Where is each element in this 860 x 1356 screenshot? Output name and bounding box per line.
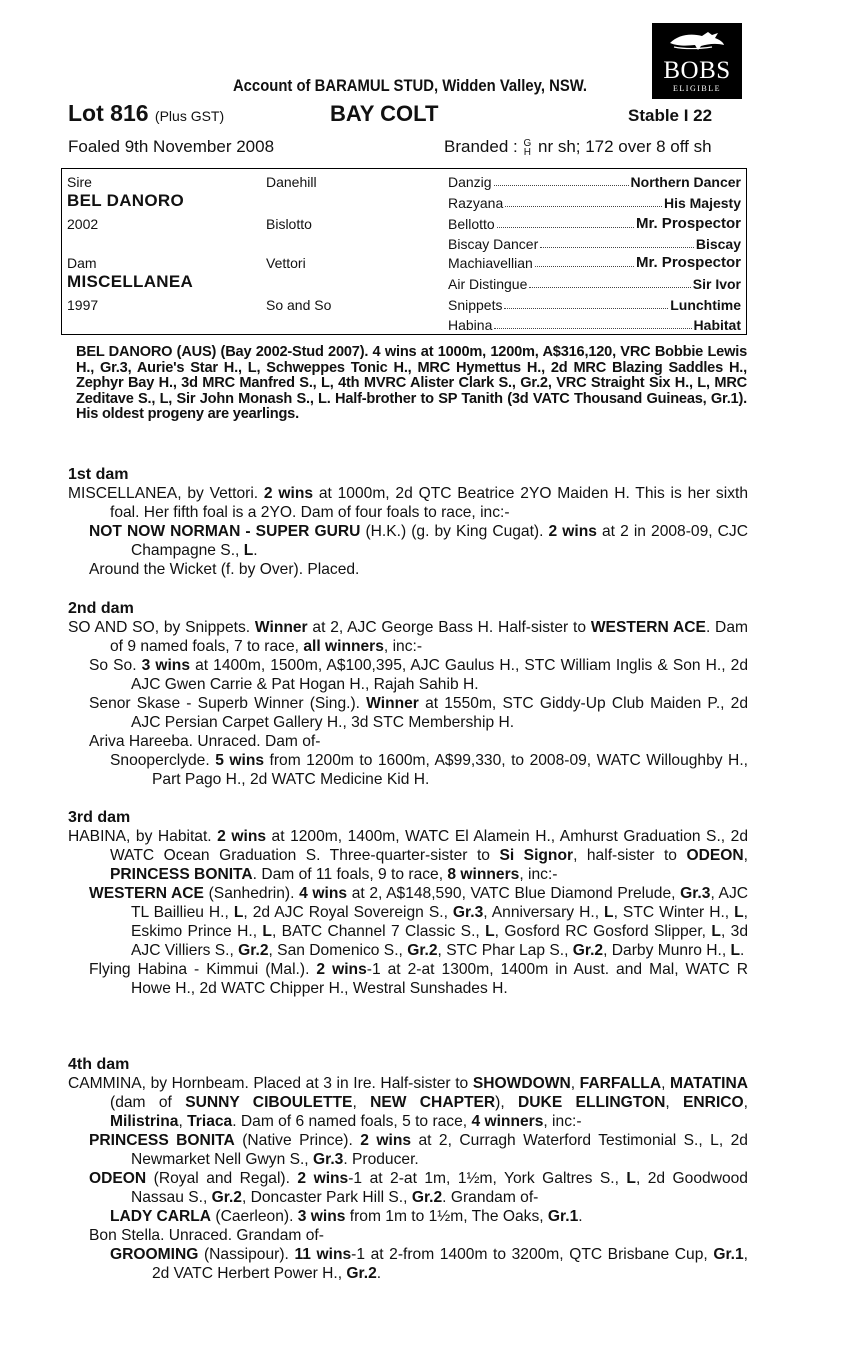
dot-leader (529, 276, 690, 288)
dot-leader (494, 174, 629, 186)
sire-summary: BEL DANORO (AUS) (Bay 2002-Stud 2007). 4 wins at 1000m, 1200m, A$316,120, VRC Bobbie Lewis H., Gr.3, Aurie's Star H., L, Schweppes Tonic H., MRC Hymettus H., 2d MRC Blazing Saddles H., Zephyr Bay H., 3d MRC Manfred S., L, 4th MVRC Alister Clark S., Gr.2, VRC Straight Six H., L, MRC Zeditave S., L, Sir John Monash S., L. Half-brother to SP Tanith (3d VATC Thousand Guineas, Gr.1). His oldest progeny are yearlings. (76, 344, 747, 422)
dot-leader (535, 255, 634, 267)
ancestor-name: Razyana (448, 195, 504, 211)
produce-record: SO AND SO, by Snippets. Winner at 2, AJC George Bass H. Half-sister to WESTERN ACE. Dam of 9 named foals, 7 to race, all winners, inc:- (68, 619, 748, 655)
produce-record: NOT NOW NORMAN - SUPER GURU (H.K.) (g. by King Cugat). 2 wins at 2 in 2008-09, CJC Champagne S., L. (89, 523, 748, 559)
pedigree-ancestor-row (448, 174, 741, 190)
produce-record: GROOMING (Nassipour). 11 wins-1 at 2-from 1400m to 3200m, QTC Brisbane Cup, Gr.1, 2d VATC Herbert Power H., Gr.2. (110, 1246, 748, 1282)
horse-sex: BAY COLT (330, 101, 439, 126)
ancestor-sire: Biscay (695, 236, 741, 252)
produce-record: CAMMINA, by Hornbeam. Placed at 3 in Ire. Half-sister to SHOWDOWN, FARFALLA, MATATINA (dam of SUNNY CIBOULETTE, NEW CHAPTER), DUKE ELLINGTON, ENRICO, Milistrina, Triaca. Dam of 6 named foals, 5 to race, 4 winners, inc:- (68, 1075, 749, 1130)
produce-record: PRINCESS BONITA (Native Prince). 2 wins at 2, Curragh Waterford Testimonial S., L, 2d Newmarket Nell Gwyn S., Gr.3. Producer. (89, 1132, 748, 1168)
produce-record: Bon Stella. Unraced. Grandam of- (89, 1227, 324, 1244)
dot-leader (494, 317, 691, 329)
dam-sire: Vettori (266, 255, 306, 271)
ancestor-name: Biscay Dancer (448, 236, 539, 252)
plus-gst: (Plus GST) (154, 108, 225, 124)
branded-info (444, 137, 712, 157)
ancestor-sire: Northern Dancer (630, 174, 741, 190)
produce-record: So So. 3 wins at 1400m, 1500m, A$100,395, AJC Gaulus H., STC William Inglis & Son H., 2d AJC Gwen Carrie & Pat Hogan H., Rajah Sahib H. (89, 657, 748, 693)
horse-logo-icon (668, 29, 726, 51)
ancestor-name: Machiavellian (448, 255, 533, 271)
dam-label: Dam (67, 255, 97, 271)
logo-text: BOBS (663, 57, 731, 84)
ancestor-sire: Habitat (693, 317, 741, 333)
dot-leader (497, 216, 634, 228)
sire-sire: Danehill (266, 174, 317, 190)
pedigree-ancestor-row (448, 216, 741, 232)
ancestor-name: Bellotto (448, 216, 495, 232)
produce-record: Snooperclyde. 5 wins from 1200m to 1600m, A$99,330, to 2008-09, WATC Willoughby H., Part Pago H., 2d WATC Medicine Kid H. (110, 752, 748, 788)
ancestor-sire: Lunchtime (670, 297, 741, 313)
dam-name: MISCELLANEA (67, 272, 194, 291)
third-dam-section (68, 808, 748, 998)
dot-leader (505, 195, 662, 207)
foaled-date: Foaled 9th November 2008 (68, 137, 275, 156)
first-dam-section (68, 465, 748, 579)
produce-record: Ariva Hareeba. Unraced. Dam of- (89, 733, 321, 750)
produce-record: WESTERN ACE (Sanhedrin). 4 wins at 2, A$148,590, VATC Blue Diamond Prelude, Gr.3, AJC TL Baillieu H., L, 2d AJC Royal Sovereign S., Gr.3, Anniversary H., L, STC Winter H., L, Eskimo Prince H., L, BATC Channel 7 Classic S., L, Gosford RC Gosford Slipper, L, 3d AJC Villiers S., Gr.2, San Domenico S., Gr.2, STC Phar Lap S., Gr.2, Darby Munro H., L. (89, 885, 749, 959)
dam-year: 1997 (67, 297, 99, 313)
ancestor-sire: His Majesty (663, 195, 741, 211)
pedigree-ancestor-row (448, 195, 741, 211)
dam-heading: 3rd dam (68, 809, 131, 826)
branded-label: Branded : (444, 137, 518, 156)
ancestor-name: Air Distingue (448, 276, 528, 292)
dot-leader (504, 297, 668, 309)
dam-dam: So and So (266, 297, 332, 313)
produce-record: Flying Habina - Kimmui (Mal.). 2 wins-1 at 2-at 1300m, 1400m in Aust. and Mal, WATC R Howe H., 2d WATC Chipper H., Westral Sunshades H. (89, 961, 748, 997)
ancestor-name: Habina (448, 317, 493, 333)
stable-number: Stable I 22 (628, 106, 713, 125)
produce-record: Around the Wicket (f. by Over). Placed. (89, 561, 360, 578)
produce-record: HABINA, by Habitat. 2 wins at 1200m, 1400m, WATC El Alamein H., Amhurst Graduation S., 2d WATC Ocean Graduation S. Three-quarter-sister to Si Signor, half-sister to ODEON, PRINCESS BONITA. Dam of 11 foals, 9 to race, 8 winners, inc:- (68, 828, 748, 883)
brand-mark: G H (523, 137, 532, 158)
vendor-account: Account of BARAMUL STUD, Widden Valley, NSW. (232, 77, 588, 95)
pedigree-ancestor-row (448, 236, 741, 252)
fourth-dam-section (68, 1055, 748, 1283)
ancestor-sire: Mr. Prospector (635, 254, 741, 271)
sire-label: Sire (67, 174, 92, 190)
sire-year: 2002 (67, 216, 99, 232)
ancestor-sire: Mr. Prospector (635, 215, 741, 232)
sire-name: BEL DANORO (67, 191, 184, 210)
sire-dam: Bislotto (266, 216, 312, 232)
ancestor-name: Snippets (448, 297, 503, 313)
logo-subtext: ELIGIBLE (673, 84, 721, 93)
produce-record: MISCELLANEA, by Vettori. 2 wins at 1000m, 2d QTC Beatrice 2YO Maiden H. This is her sixth foal. Her fifth foal is a 2YO. Dam of four foals to race, inc:- (68, 485, 748, 521)
ancestor-sire: Sir Ivor (692, 276, 741, 292)
pedigree-ancestor-row (448, 297, 741, 313)
lot-number (68, 100, 224, 127)
branded-details: nr sh; 172 over 8 off sh (537, 137, 712, 156)
pedigree-ancestor-row (448, 255, 741, 271)
second-dam-section (68, 599, 748, 789)
dot-leader (540, 236, 694, 248)
pedigree-table (61, 168, 747, 335)
dam-heading: 4th dam (68, 1056, 130, 1073)
produce-record: LADY CARLA (Caerleon). 3 wins from 1m to 1½m, The Oaks, Gr.1. (110, 1208, 583, 1225)
third-generation (62, 169, 746, 334)
dam-heading: 2nd dam (68, 600, 134, 617)
produce-record: Senor Skase - Superb Winner (Sing.). Winner at 1550m, STC Giddy-Up Club Maiden P., 2d AJC Persian Carpet Gallery H., 3d STC Membership H. (89, 695, 749, 731)
ancestor-name: Danzig (448, 174, 492, 190)
pedigree-ancestor-row (448, 317, 741, 333)
lot-label: Lot 816 (68, 100, 149, 126)
pedigree-ancestor-row (448, 276, 741, 292)
produce-record: ODEON (Royal and Regal). 2 wins-1 at 2-at 1m, 1½m, York Galtres S., L, 2d Goodwood Nassau S., Gr.2, Doncaster Park Hill S., Gr.2. Grandam of- (89, 1170, 748, 1206)
dam-heading: 1st dam (68, 466, 129, 483)
